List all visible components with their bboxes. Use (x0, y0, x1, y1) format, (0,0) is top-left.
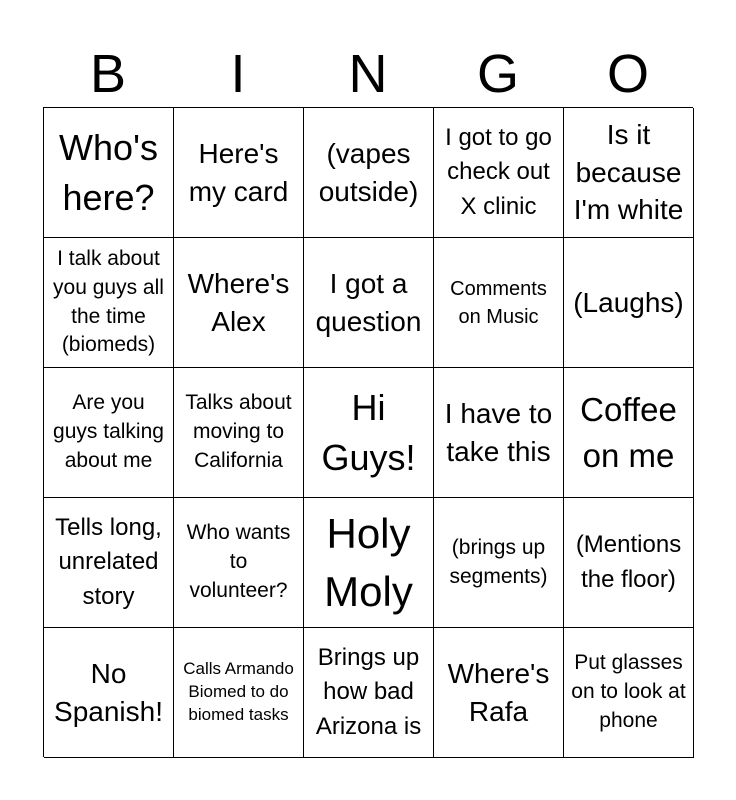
bingo-header (43, 40, 693, 108)
bingo-cell[interactable] (304, 368, 434, 498)
bingo-cell[interactable] (44, 108, 174, 238)
bingo-cell[interactable] (564, 108, 694, 238)
cell-text: Who's here? (59, 126, 158, 218)
cell-text: I talk about you guys all the time (biomeds) (53, 246, 164, 357)
bingo-cell[interactable] (44, 368, 174, 498)
header-letter-g: G (476, 44, 519, 104)
bingo-cell[interactable] (174, 628, 304, 758)
cell-text: Where's Rafa (447, 657, 550, 727)
cell-text: Is it because I'm white (573, 118, 684, 226)
cell-text: Here's my card (188, 137, 289, 207)
cell-text: Talks about moving to California (185, 391, 292, 472)
cell-text: Brings up how bad Arizona is (315, 644, 422, 740)
bingo-cell[interactable] (44, 628, 174, 758)
bingo-cell[interactable] (434, 108, 564, 238)
bingo-cell[interactable] (174, 498, 304, 628)
cell-text: Are you guys talking about me (53, 391, 164, 472)
cell-text: Coffee on me (580, 390, 677, 474)
cell-text: No Spanish! (54, 657, 163, 727)
bingo-cell[interactable] (434, 368, 564, 498)
bingo-cell[interactable] (564, 498, 694, 628)
cell-text: (vapes outside) (318, 137, 419, 207)
bingo-cell[interactable] (564, 368, 694, 498)
header-letter-n: N (348, 44, 388, 104)
header-letter-o: O (606, 44, 649, 104)
cell-text: Hi Guys! (321, 386, 416, 478)
bingo-cell[interactable] (564, 628, 694, 758)
cell-text: Tells long, unrelated story (55, 514, 162, 610)
header-letter-b: B (89, 44, 127, 104)
bingo-cell[interactable] (434, 238, 564, 368)
bingo-cell[interactable] (434, 498, 564, 628)
bingo-cell[interactable] (564, 238, 694, 368)
cell-text: Comments on Music (450, 277, 547, 328)
cell-text: Holy Moly (324, 509, 413, 615)
cell-text: I have to take this (444, 397, 553, 467)
cell-text: Put glasses on to look at phone (571, 651, 686, 732)
bingo-cell[interactable] (174, 368, 304, 498)
bingo-board (43, 107, 693, 757)
bingo-cell[interactable] (44, 238, 174, 368)
cell-text: I got a question (315, 267, 422, 337)
cell-text: Calls Armando Biomed to do biomed tasks (183, 659, 294, 724)
header-letter-i: I (230, 44, 246, 104)
cell-text: (brings up segments) (449, 535, 548, 588)
bingo-cell[interactable] (304, 108, 434, 238)
bingo-cell[interactable] (174, 238, 304, 368)
bingo-cell[interactable] (44, 498, 174, 628)
bingo-cell[interactable] (434, 628, 564, 758)
cell-text: (Laughs) (573, 286, 684, 318)
cell-text: Where's Alex (187, 267, 290, 337)
bingo-cell[interactable] (304, 628, 434, 758)
bingo-cell[interactable] (174, 108, 304, 238)
cell-text: (Mentions the floor) (575, 531, 682, 593)
bingo-cell[interactable] (304, 498, 434, 628)
cell-text: Who wants to volunteer? (186, 521, 291, 602)
cell-text: I got to go check out X clinic (445, 124, 552, 220)
bingo-cell[interactable] (304, 238, 434, 368)
